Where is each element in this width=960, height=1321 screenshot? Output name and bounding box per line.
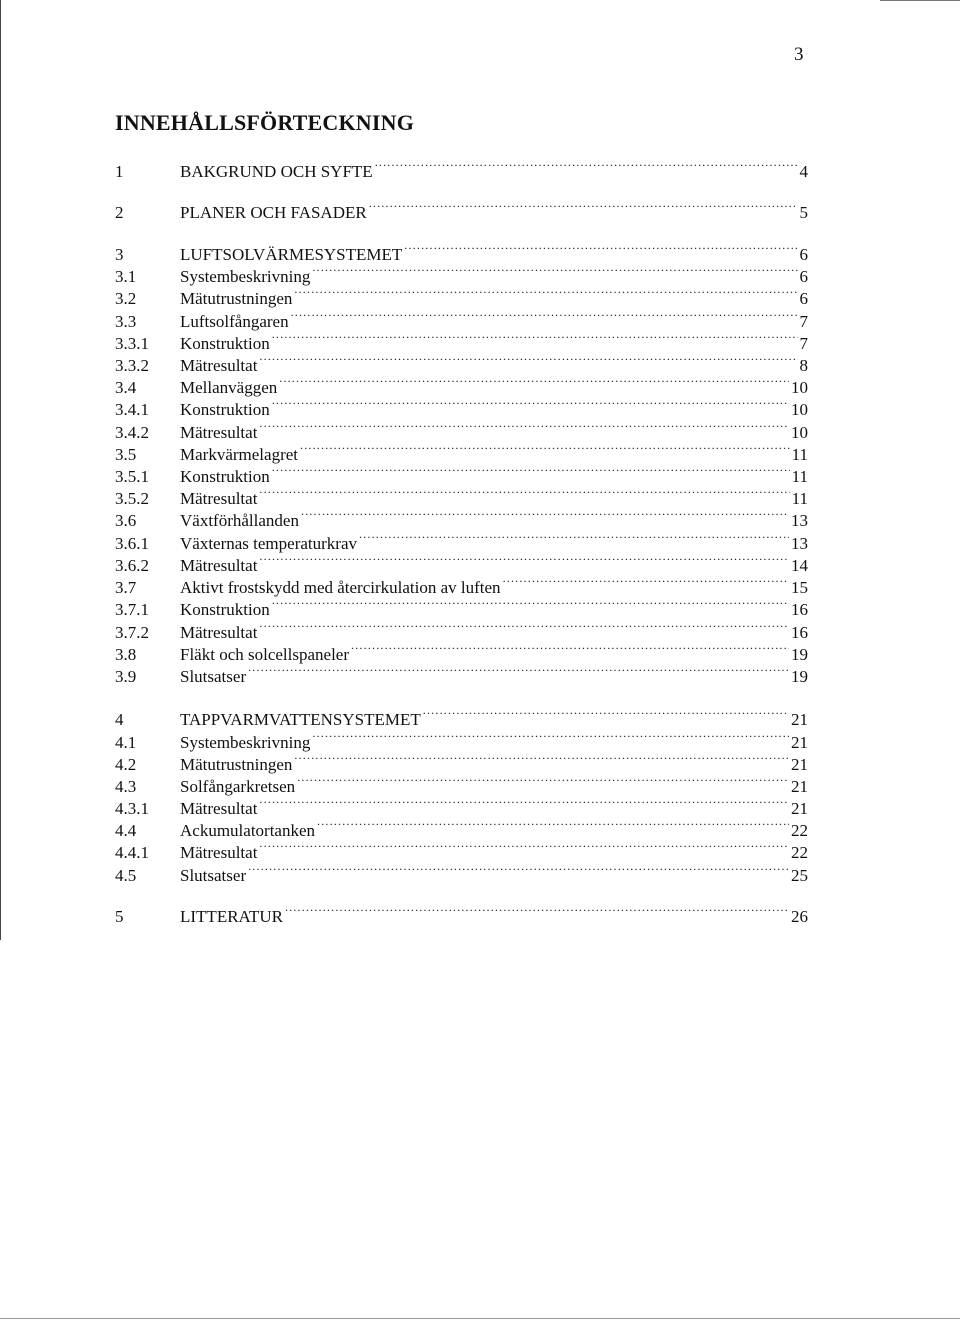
toc-entry-page: 6 — [799, 289, 808, 308]
toc-entry-page: 6 — [799, 245, 808, 264]
toc-entry — [115, 859, 808, 885]
toc-entry-title: Slutsatser — [180, 667, 247, 686]
toc-entry-page: 4 — [799, 162, 808, 181]
toc-entry-number: 3.7 — [115, 578, 137, 597]
toc-entry-number: 3.5.2 — [115, 489, 149, 508]
toc-entry — [115, 814, 808, 840]
toc-entry-page: 19 — [791, 667, 808, 686]
toc-leader-dots — [279, 371, 789, 393]
toc-entry-title: Markvärmelagret — [180, 445, 298, 464]
toc-leader-dots — [294, 748, 789, 770]
toc-entry-page: 10 — [791, 378, 808, 397]
toc-leader-dots — [272, 460, 790, 482]
toc-entry — [115, 638, 808, 664]
toc-entry-page: 5 — [799, 203, 808, 222]
toc-entry-number: 3.3.2 — [115, 356, 149, 375]
toc-entry-page: 7 — [799, 334, 808, 353]
toc-entry-page: 22 — [791, 843, 808, 862]
toc-entry — [115, 155, 808, 181]
toc-entry-title: LITTERATUR — [180, 907, 283, 926]
toc-entry-title: Luftsolfångaren — [180, 312, 289, 331]
toc-entry — [115, 703, 808, 729]
toc-entry — [115, 504, 808, 530]
toc-entry — [115, 393, 808, 419]
toc-leader-dots — [375, 155, 798, 177]
toc-entry-title: Mätresultat — [180, 489, 258, 508]
toc-entry-page: 21 — [791, 755, 808, 774]
toc-entry — [115, 593, 808, 619]
toc-leader-dots — [248, 660, 789, 682]
toc-entry-title: Konstruktion — [180, 400, 270, 419]
toc-leader-dots — [404, 238, 797, 260]
toc-entry-number: 4.3 — [115, 777, 137, 796]
toc-entry-title: Slutsatser — [180, 866, 247, 885]
toc-entry-page: 13 — [791, 534, 808, 553]
toc-leader-dots — [359, 527, 789, 549]
toc-leader-dots — [272, 593, 789, 615]
toc-entry-title: Aktivt frostskydd med återcirkulation av luften — [180, 578, 501, 597]
toc-entry — [115, 616, 808, 642]
toc-entry-page: 19 — [791, 645, 808, 664]
toc-leader-dots — [259, 416, 789, 438]
toc-entry — [115, 305, 808, 331]
toc-entry-title: Mätresultat — [180, 799, 258, 818]
toc-leader-dots — [423, 703, 789, 725]
toc-entry-page: 11 — [791, 489, 808, 508]
toc-entry — [115, 238, 808, 264]
toc-entry — [115, 260, 808, 286]
toc-entry — [115, 416, 808, 442]
toc-entry-page: 10 — [791, 400, 808, 419]
toc-entry-number: 2 — [115, 203, 124, 222]
toc-entry-number: 3 — [115, 245, 124, 264]
toc-entry-title: Mätutrustningen — [180, 289, 293, 308]
toc-entry-number: 1 — [115, 162, 124, 181]
toc-entry — [115, 327, 808, 353]
toc-entry-number: 4.1 — [115, 733, 137, 752]
toc-entry-number: 3.4.1 — [115, 400, 149, 419]
toc-leader-dots — [272, 393, 789, 415]
toc-entry-number: 5 — [115, 907, 124, 926]
toc-entry-title: Ackumulatortanken — [180, 821, 316, 840]
toc-entry-number: 3.4.2 — [115, 423, 149, 442]
toc-entry-number: 4.3.1 — [115, 799, 149, 818]
toc-entry-number: 3.2 — [115, 289, 137, 308]
toc-entry — [115, 460, 808, 486]
toc-entry-page: 25 — [791, 866, 808, 885]
toc-entry-number: 4.5 — [115, 866, 137, 885]
toc-entry-page: 11 — [791, 445, 808, 464]
toc-leader-dots — [291, 305, 798, 327]
toc-entry-page: 21 — [791, 799, 808, 818]
toc-entry-title: Mätresultat — [180, 556, 258, 575]
toc-entry-number: 3.5 — [115, 445, 137, 464]
toc-leader-dots — [369, 196, 798, 218]
toc-leader-dots — [317, 814, 789, 836]
toc-entry — [115, 660, 808, 686]
scan-edge-bottom — [0, 1318, 960, 1319]
toc-leader-dots — [312, 260, 797, 282]
toc-entry-page: 6 — [799, 267, 808, 286]
toc-entry-title: PLANER OCH FASADER — [180, 203, 367, 222]
toc-entry — [115, 549, 808, 575]
toc-entry-title: BAKGRUND OCH SYFTE — [180, 162, 373, 181]
scan-edge-top — [880, 0, 960, 1]
toc-entry-title: Mellanväggen — [180, 378, 278, 397]
toc-entry-number: 3.8 — [115, 645, 137, 664]
toc-leader-dots — [297, 770, 789, 792]
toc-leader-dots — [503, 571, 789, 593]
toc-entry-number: 3.4 — [115, 378, 137, 397]
toc-leader-dots — [272, 327, 798, 349]
toc-entry-page: 21 — [791, 733, 808, 752]
toc-leader-dots — [312, 726, 789, 748]
page-number: 3 — [794, 44, 804, 65]
toc-entry-title: Konstruktion — [180, 334, 270, 353]
toc-entry — [115, 482, 808, 508]
toc-entry-number: 3.3.1 — [115, 334, 149, 353]
toc-entry-title: Fläkt och solcellspaneler — [180, 645, 350, 664]
toc-entry-number: 3.6.2 — [115, 556, 149, 575]
toc-entry-title: Systembeskrivning — [180, 267, 311, 286]
toc-leader-dots — [259, 836, 789, 858]
toc-entry-page: 8 — [799, 356, 808, 375]
toc-entry-page: 13 — [791, 511, 808, 530]
toc-entry-number: 4.4.1 — [115, 843, 149, 862]
toc-leader-dots — [285, 900, 789, 922]
toc-entry — [115, 900, 808, 926]
toc-entry — [115, 792, 808, 818]
toc-entry-title: LUFTSOLVÄRMESYSTEMET — [180, 245, 403, 264]
toc-entry-number: 3.5.1 — [115, 467, 149, 486]
toc-entry-title: Konstruktion — [180, 600, 270, 619]
toc-entry-page: 22 — [791, 821, 808, 840]
toc-entry-number: 4.2 — [115, 755, 137, 774]
toc-entry-title: TAPPVARMVATTENSYSTEMET — [180, 710, 421, 729]
toc-entry-title: Mätresultat — [180, 623, 258, 642]
toc-leader-dots — [351, 638, 789, 660]
toc-entry-number: 3.3 — [115, 312, 137, 331]
toc-entry-number: 4 — [115, 710, 124, 729]
toc-entry — [115, 726, 808, 752]
toc-entry-number: 3.1 — [115, 267, 137, 286]
toc-entry — [115, 836, 808, 862]
toc-heading: INNEHÅLLSFÖRTECKNING — [115, 110, 415, 135]
toc-entry — [115, 349, 808, 375]
toc-entry-page: 7 — [799, 312, 808, 331]
toc-entry-page: 21 — [791, 710, 808, 729]
toc-entry — [115, 371, 808, 397]
toc-entry — [115, 282, 808, 308]
toc-entry-page: 16 — [791, 623, 808, 642]
toc-leader-dots — [259, 616, 789, 638]
toc-entry — [115, 770, 808, 796]
toc-entry-number: 3.9 — [115, 667, 137, 686]
toc-entry — [115, 196, 808, 222]
toc-entry-title: Konstruktion — [180, 467, 270, 486]
toc-leader-dots — [301, 504, 789, 526]
toc-entry-title: Mätresultat — [180, 843, 258, 862]
toc-entry-number: 3.7.2 — [115, 623, 149, 642]
toc-entry-number: 3.7.1 — [115, 600, 149, 619]
toc-leader-dots — [259, 549, 789, 571]
scan-edge-left — [0, 0, 1, 940]
toc-entry-title: Växternas temperaturkrav — [180, 534, 357, 553]
toc-leader-dots — [300, 438, 790, 460]
toc-entry-number: 4.4 — [115, 821, 137, 840]
toc-entry-page: 10 — [791, 423, 808, 442]
toc-entry — [115, 748, 808, 774]
toc-entry-page: 11 — [791, 467, 808, 486]
toc-entry-number: 3.6.1 — [115, 534, 149, 553]
toc-entry-page: 14 — [791, 556, 808, 575]
toc-leader-dots — [294, 282, 797, 304]
toc-leader-dots — [259, 482, 789, 504]
toc-entry-title: Mätresultat — [180, 423, 258, 442]
toc-entry — [115, 527, 808, 553]
toc-entry-title: Systembeskrivning — [180, 733, 311, 752]
toc-entry-title: Växtförhållanden — [180, 511, 299, 530]
toc-entry-title: Solfångarkretsen — [180, 777, 296, 796]
toc-leader-dots — [259, 349, 797, 371]
toc-entry — [115, 571, 808, 597]
toc-entry-page: 21 — [791, 777, 808, 796]
toc-entry-page: 16 — [791, 600, 808, 619]
toc-entry-page: 15 — [791, 578, 808, 597]
toc-leader-dots — [248, 859, 789, 881]
toc-entry-title: Mätutrustningen — [180, 755, 293, 774]
toc-entry — [115, 438, 808, 464]
toc-leader-dots — [259, 792, 789, 814]
toc-entry-number: 3.6 — [115, 511, 137, 530]
toc-entry-title: Mätresultat — [180, 356, 258, 375]
toc-entry-page: 26 — [791, 907, 808, 926]
